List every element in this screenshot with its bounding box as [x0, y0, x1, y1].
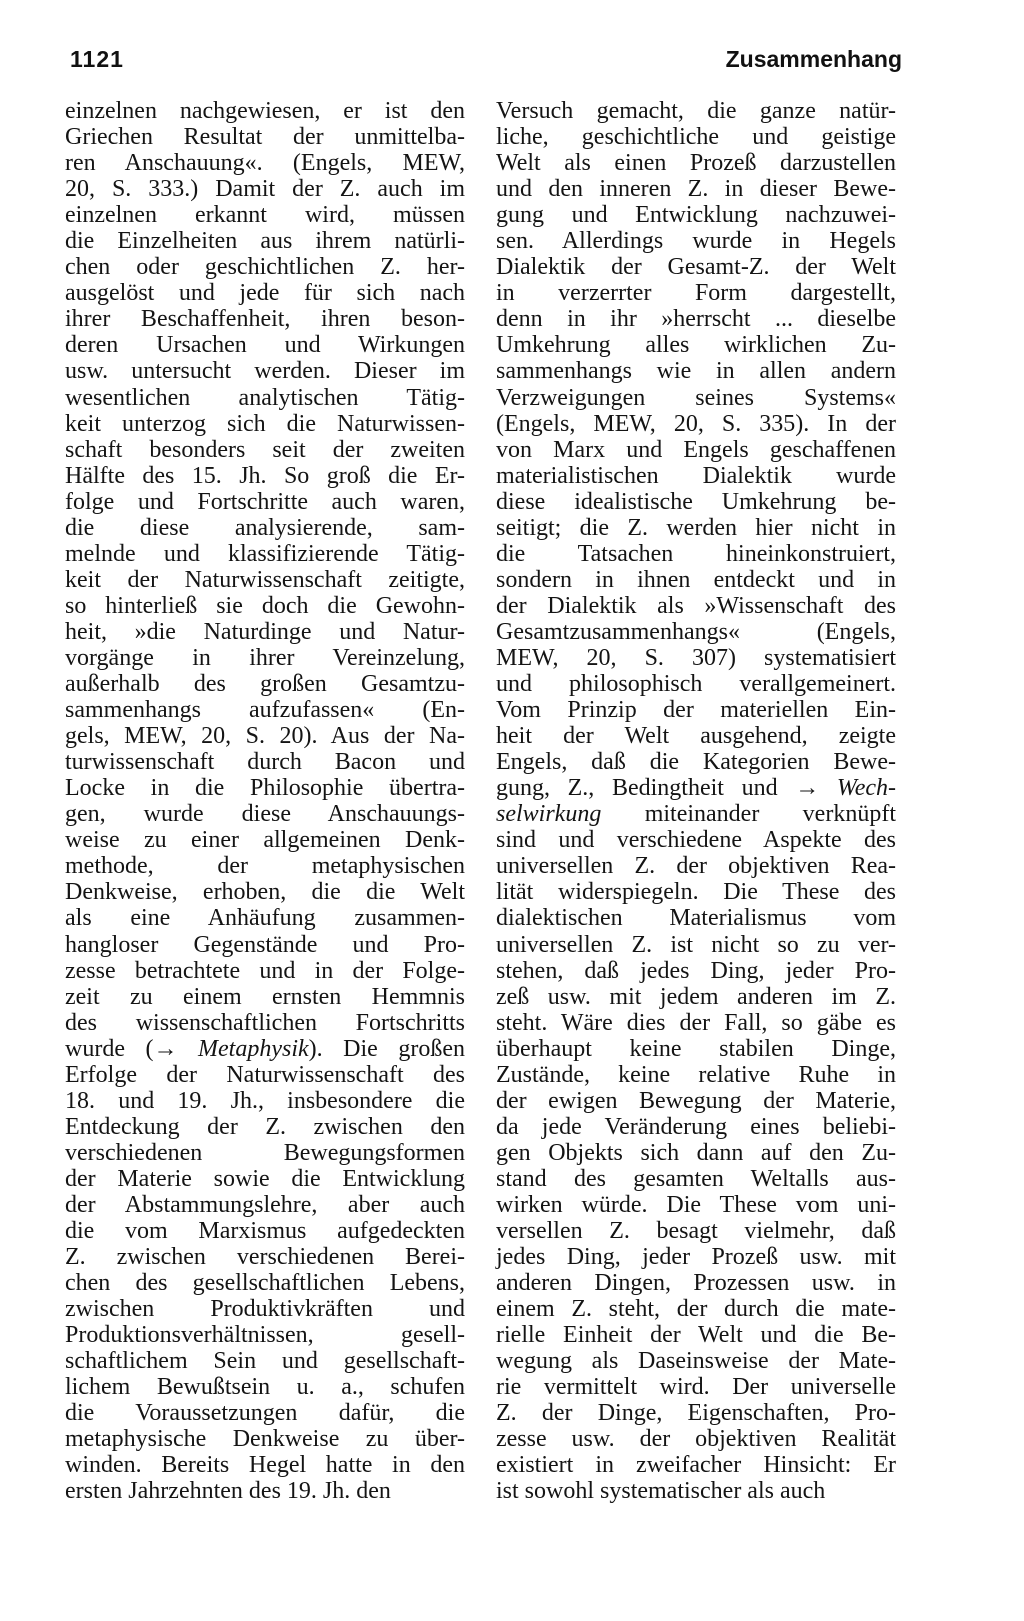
text-line: wurde (→ Metaphysik). Die großen: [65, 1035, 465, 1062]
text-line: Erfolge der Naturwissenschaft des: [65, 1061, 465, 1088]
text-line: als eine Anhäufung zusammen-: [65, 905, 465, 932]
text-line: in verzerrter Form dargestellt,: [496, 280, 896, 307]
text-line: Umkehrung alles wirklichen Zu-: [496, 332, 896, 359]
text-line: sind und verschiedene Aspekte des: [496, 827, 896, 854]
text-line: der Materie sowie die Entwicklung: [65, 1165, 465, 1192]
text-line: versellen Z. besagt vielmehr, daß: [496, 1218, 896, 1245]
text-line: die Tatsachen hineinkonstruiert,: [496, 540, 896, 567]
text-line: die Voraussetzungen dafür, die: [65, 1400, 465, 1427]
text-line: universellen Z. ist nicht so zu ver-: [496, 931, 896, 958]
text-line: außerhalb des großen Gesamtzu-: [65, 671, 465, 698]
text-line: des wissenschaftlichen Fortschritts: [65, 1009, 465, 1036]
text-line: keit unterzog sich die Naturwissen-: [65, 410, 465, 437]
text-line: heit der Welt ausgehend, zeigte: [496, 723, 896, 750]
text-line: und philosophisch verallgemeinert.: [496, 671, 896, 698]
text-line: ersten Jahrzehnten des 19. Jh. den: [65, 1478, 391, 1505]
text-line: Entdeckung der Z. zwischen den: [65, 1113, 465, 1140]
text-line: Z. der Dinge, Eigenschaften, Pro-: [496, 1400, 896, 1427]
text-line: verschiedenen Bewegungsformen: [65, 1139, 465, 1166]
text-line: einzelnen erkannt wird, müssen: [65, 202, 465, 229]
text-line: usw. untersucht werden. Dieser im: [65, 358, 465, 385]
text-line: melnde und klassifizierende Tätig-: [65, 540, 465, 567]
text-line: denn in ihr »herrscht ... dieselbe: [496, 306, 896, 333]
text-line: Denkweise, erhoben, die die Welt: [65, 879, 465, 906]
text-line: heit, »die Naturdinge und Natur-: [65, 618, 465, 645]
text-line: die Einzelheiten aus ihrem natürli-: [65, 228, 465, 255]
text-line: 20, S. 333.) Damit der Z. auch im: [65, 176, 465, 203]
text-line: wesentlichen analytischen Tätig-: [65, 384, 465, 411]
text-line: der ewigen Bewegung der Materie,: [496, 1087, 896, 1114]
text-line: gen, wurde diese Anschauungs-: [65, 801, 465, 828]
text-line: anderen Dingen, Prozessen usw. in: [496, 1270, 896, 1297]
text-line: dialektischen Materialismus vom: [496, 905, 896, 932]
text-line: folge und Fortschritte auch waren,: [65, 488, 465, 515]
text-line: sen. Allerdings wurde in Hegels: [496, 228, 896, 255]
text-line: methode, der metaphysischen: [65, 853, 465, 880]
text-line: stand des gesamten Weltalls aus-: [496, 1165, 896, 1192]
text-line: universellen Z. der objektiven Rea-: [496, 853, 896, 880]
text-line: existiert in zweifacher Hinsicht: Er: [496, 1452, 896, 1479]
text-line: Produktionsverhältnissen, gesell-: [65, 1322, 465, 1349]
text-line: sammenhangs wie in allen andern: [496, 358, 896, 385]
text-line: turwissenschaft durch Bacon und: [65, 749, 465, 776]
running-title: Zusammenhang: [725, 46, 902, 72]
text-line: Vom Prinzip der materiellen Ein-: [496, 697, 896, 724]
text-line: ausgelöst und jede für sich nach: [65, 280, 465, 307]
text-line: liche, geschichtliche und geistige: [496, 124, 896, 151]
text-line: steht. Wäre dies der Fall, so gäbe es: [496, 1009, 896, 1036]
text-line: ist sowohl systematischer als auch: [496, 1478, 826, 1505]
text-line: und den inneren Z. in dieser Bewe-: [496, 176, 896, 203]
text-line: Verzweigungen seines Systems«: [496, 384, 896, 411]
text-line: Versuch gemacht, die ganze natür-: [496, 98, 896, 124]
text-line: Dialektik der Gesamt-Z. der Welt: [496, 254, 896, 281]
text-line: chen des gesellschaftlichen Lebens,: [65, 1270, 465, 1297]
text-line: die diese analysierende, sam-: [65, 514, 465, 541]
text-line: diese idealistische Umkehrung be-: [496, 488, 896, 515]
text-line: 18. und 19. Jh., insbesondere die: [65, 1087, 465, 1114]
text-line: schaft besonders seit der zweiten: [65, 436, 465, 463]
text-line: sammenhangs aufzufassen« (En-: [65, 697, 465, 724]
text-line: chen oder geschichtlichen Z. her-: [65, 254, 465, 281]
text-line: rie vermittelt wird. Der universelle: [496, 1374, 896, 1401]
text-line: jedes Ding, jeder Prozeß usw. mit: [496, 1244, 896, 1271]
text-line: zesse betrachtete und in der Folge-: [65, 957, 465, 984]
text-line: schaftlichem Sein und gesellschaft-: [65, 1348, 465, 1375]
text-line: gels, MEW, 20, S. 20). Aus der Na-: [65, 723, 465, 750]
text-line: vorgänge in ihrer Vereinzelung,: [65, 644, 465, 671]
text-line: selwirkung miteinander verknüpft: [496, 801, 896, 828]
text-line: materialistischen Dialektik wurde: [496, 462, 896, 489]
text-line: die vom Marxismus aufgedeckten: [65, 1218, 465, 1245]
text-line: Hälfte des 15. Jh. So groß die Er-: [65, 462, 465, 489]
text-line: der Abstammungslehre, aber auch: [65, 1191, 465, 1218]
text-line: von Marx und Engels geschaffenen: [496, 436, 896, 463]
text-line: einem Z. steht, der durch die mate-: [496, 1296, 896, 1323]
text-line: einzelnen nachgewiesen, er ist den: [65, 98, 465, 124]
text-line: sondern in ihnen entdeckt und in: [496, 566, 896, 593]
text-line: winden. Bereits Hegel hatte in den: [65, 1452, 465, 1479]
text-line: Gesamtzusammenhangs« (Engels,: [496, 618, 896, 645]
text-line: da jede Veränderung eines beliebi-: [496, 1113, 896, 1140]
text-line: seitigt; die Z. werden hier nicht in: [496, 514, 896, 541]
text-line: zwischen Produktivkräften und: [65, 1296, 465, 1323]
text-line: metaphysische Denkweise zu über-: [65, 1426, 465, 1453]
text-line: Z. zwischen verschiedenen Berei-: [65, 1244, 465, 1271]
text-line: der Dialektik als »Wissenschaft des: [496, 592, 896, 619]
text-line: rielle Einheit der Welt und die Be-: [496, 1322, 896, 1349]
text-line: so hinterließ sie doch die Gewohn-: [65, 592, 465, 619]
text-line: weise zu einer allgemeinen Denk-: [65, 827, 465, 854]
text-line: Griechen Resultat der unmittelba-: [65, 124, 465, 151]
text-line: gung und Entwicklung nachzuwei-: [496, 202, 896, 229]
text-line: deren Ursachen und Wirkungen: [65, 332, 465, 359]
text-line: ihrer Beschaffenheit, ihren beson-: [65, 306, 465, 333]
text-line: wegung als Daseinsweise der Mate-: [496, 1348, 896, 1375]
text-line: stehen, daß jedes Ding, jeder Pro-: [496, 957, 896, 984]
text-line: Welt als einen Prozeß darzustellen: [496, 150, 896, 177]
text-line: wirken würde. Die These vom uni-: [496, 1191, 896, 1218]
text-line: zesse usw. der objektiven Realität: [496, 1426, 896, 1453]
page-number: 1121: [70, 46, 124, 72]
text-line: lichem Bewußtsein u. a., schufen: [65, 1374, 465, 1401]
text-line: MEW, 20, S. 307) systematisiert: [496, 644, 896, 671]
left-column: [65, 98, 465, 1505]
text-line: lität widerspiegeln. Die These des: [496, 879, 896, 906]
text-line: überhaupt keine stabilen Dinge,: [496, 1035, 896, 1062]
text-line: (Engels, MEW, 20, S. 335). In der: [496, 410, 896, 437]
text-line: zeit zu einem ernsten Hemmnis: [65, 983, 465, 1010]
text-line: zeß usw. mit jedem anderen im Z.: [496, 983, 896, 1010]
text-line: Zustände, keine relative Ruhe in: [496, 1061, 896, 1088]
right-column: [496, 98, 896, 1505]
text-line: Engels, daß die Kategorien Bewe-: [496, 749, 896, 776]
text-line: ren Anschauung«. (Engels, MEW,: [65, 150, 465, 177]
text-line: keit der Naturwissenschaft zeitigte,: [65, 566, 465, 593]
text-line: Locke in die Philosophie übertra-: [65, 775, 465, 802]
text-line: gen Objekts sich dann auf den Zu-: [496, 1139, 896, 1166]
text-line: gung, Z., Bedingtheit und → Wech-: [496, 775, 896, 802]
text-line: hangloser Gegenstände und Pro-: [65, 931, 465, 958]
